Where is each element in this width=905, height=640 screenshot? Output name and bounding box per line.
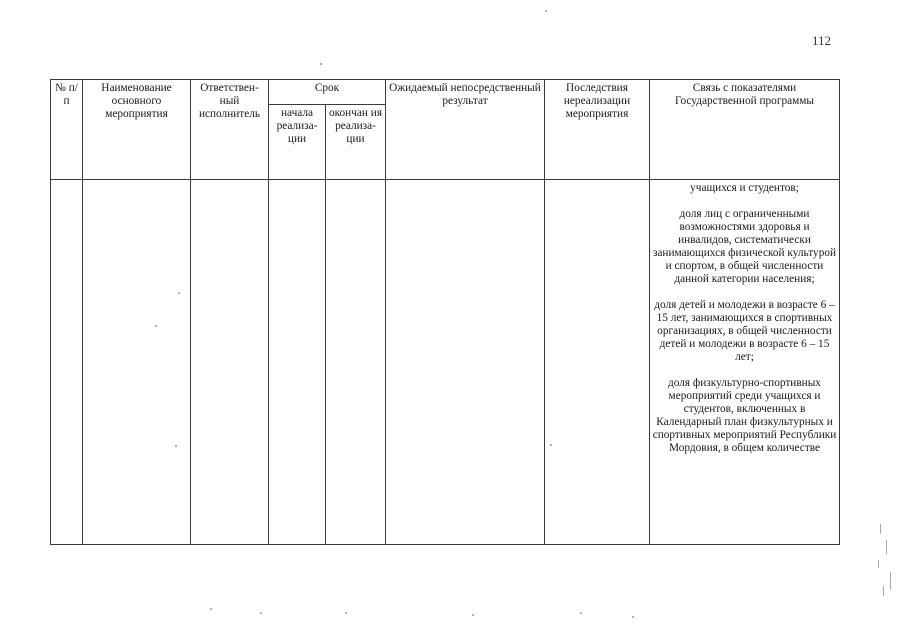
header-row-1 [51,80,840,105]
header-term: Срок [269,80,386,105]
cell-start [269,180,326,545]
link-paragraph: доля физкультурно-спортивных мероприятий среди учащихся и студентов, включенных в Календарный план физкультурных и спортивных мероприятий Республики Мордовия, в общем количестве [652,377,837,454]
page-number: 112 [812,33,832,48]
header-consequences: Последствия нереализации мероприятия [545,80,650,180]
link-paragraph: учащихся и студентов; [690,182,799,194]
link-paragraph: доля детей и молодежи в возрасте 6 – 15 лет, занимающихся в спортивных организациях, в общей численности детей и молодежи в возрасте 6 – 15 лет; [654,299,835,363]
header-responsible: Ответствен-ный исполнитель [191,80,269,180]
program-table [50,79,840,545]
header-name: Наименование основного мероприятия [83,80,191,180]
cell-name [83,180,191,545]
cell-end [326,180,386,545]
table-row [51,180,840,545]
cell-consequences [545,180,650,545]
header-num: № п/п [51,80,83,180]
header-end: окончан ия реализа-ции [326,105,386,180]
scan-speck [632,616,634,618]
cell-link [650,180,840,545]
header-link: Связь с показателями Государственной программы [650,80,840,180]
scan-speck [545,10,547,12]
scan-speck [178,292,180,294]
header-result: Ожидаемый непосредственный результат [386,80,545,180]
scan-speck [155,325,157,327]
cell-result [386,180,545,545]
scan-speck [210,608,212,610]
scan-speck [345,612,347,614]
scan-speck [320,63,322,65]
scan-speck [550,444,552,446]
cell-num [51,180,83,545]
scan-speck [472,614,474,616]
cell-responsible [191,180,269,545]
header-start: начала реализа-ции [269,105,326,180]
scan-speck [175,445,177,447]
scan-speck [580,612,582,614]
link-paragraph: доля лиц с ограниченными возможностями здоровья и инвалидов, систематически занимающихся физической культурой и спортом, в общей численности данной категории населения; [652,208,837,285]
scan-edge-noise [872,520,896,600]
scan-speck [260,612,262,614]
